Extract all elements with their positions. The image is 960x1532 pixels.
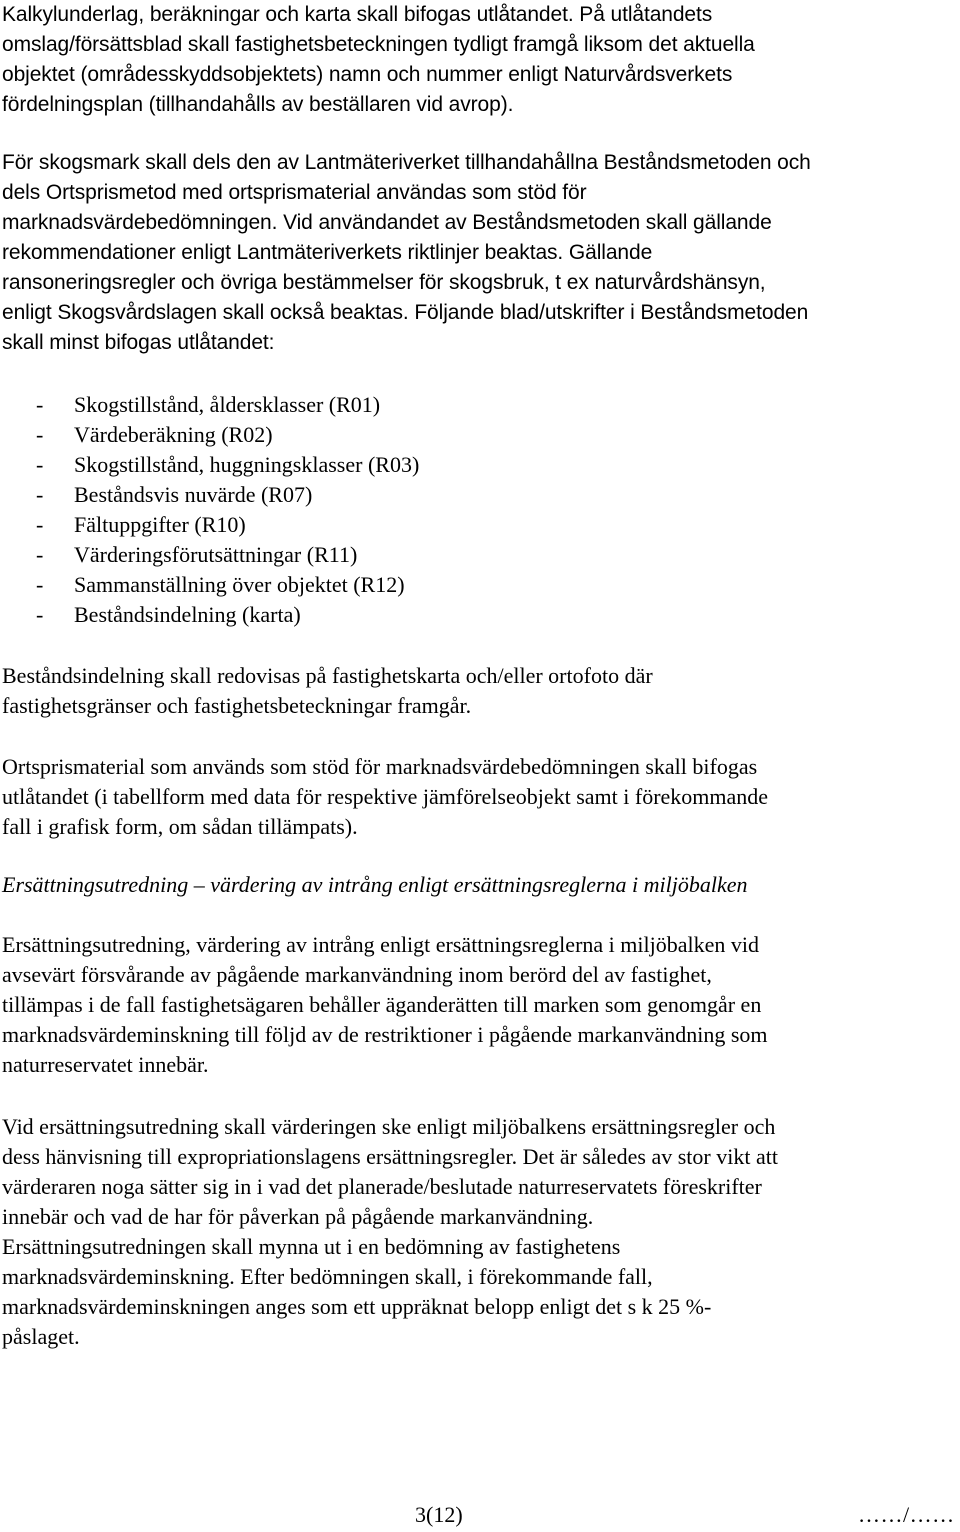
text-line: marknadsvärdeminskning. Efter bedömningen skall, i förekommande fall, xyxy=(2,1264,653,1289)
text-line: naturreservatet innebär. xyxy=(2,1052,209,1077)
list-item-text: Fältuppgifter (R10) xyxy=(74,512,246,537)
continuation-marker: ……/…… xyxy=(858,1502,955,1527)
bullet-dash: - xyxy=(36,482,44,507)
text-line: fastighetsgränser och fastighetsbeteckningar framgår. xyxy=(2,693,472,718)
list-item-text: Beståndsindelning (karta) xyxy=(74,602,301,627)
text-line: Beståndsindelning skall redovisas på fastighetskarta och/eller ortofoto där xyxy=(2,663,653,688)
text-line: dels Ortsprismetod med ortsprismaterial användas som stöd för xyxy=(2,181,587,204)
paragraph-attachments xyxy=(2,0,942,120)
list-item xyxy=(36,600,419,630)
text-line: skall minst bifogas utlåtandet: xyxy=(2,331,275,354)
text-line: ransoneringsregler och övriga bestämmelser för skogsbruk, t ex naturvårdshänsyn, xyxy=(2,271,766,294)
list-item xyxy=(36,420,419,450)
bullet-dash: - xyxy=(36,422,44,447)
text-line: marknadsvärdeminskningen anges som ett uppräknat belopp enligt det s k 25 %- xyxy=(2,1294,712,1319)
list-item-text: Värdeberäkning (R02) xyxy=(74,422,273,447)
bullet-dash: - xyxy=(36,602,44,627)
list-item xyxy=(36,450,419,480)
text-line: För skogsmark skall dels den av Lantmäteriverket tillhandahållna Beståndsmetoden och xyxy=(2,151,811,174)
list-item-text: Skogstillstånd, huggningsklasser (R03) xyxy=(74,452,420,477)
text-line: avsevärt försvårande av pågående markanvändning inom berörd del av fastighet, xyxy=(2,962,712,987)
bullet-dash: - xyxy=(36,452,44,477)
text-line: marknadsvärdebedömningen. Vid användandet av Beståndsmetoden skall gällande xyxy=(2,211,772,234)
text-line: omslag/försättsblad skall fastighetsbeteckningen tydligt framgå liksom det aktuella xyxy=(2,33,755,56)
list-item xyxy=(36,540,419,570)
list-item-text: Beståndsvis nuvärde (R07) xyxy=(74,482,313,507)
bullet-dash: - xyxy=(36,542,44,567)
text-line: värderaren noga sätter sig in i vad det planerade/beslutade naturreservatets föreskrifter xyxy=(2,1174,762,1199)
text-line: Ortsprismaterial som används som stöd för marknadsvärdebedömningen skall bifogas xyxy=(2,754,758,779)
heading-text: Ersättningsutredning – värdering av intrång enligt ersättningsreglerna i miljöbalken xyxy=(2,872,748,897)
text-line: fall i grafisk form, om sådan tillämpats). xyxy=(2,814,358,839)
text-line: påslaget. xyxy=(2,1324,80,1349)
paragraph-compensation-investigation xyxy=(2,930,942,1080)
list-item xyxy=(36,510,419,540)
text-line: objektet (områdesskyddsobjektets) namn och nummer enligt Naturvårdsverkets xyxy=(2,63,733,86)
text-line: rekommendationer enligt Lantmäteriverkets riktlinjer beaktas. Gällande xyxy=(2,241,653,264)
paragraph-forest-land xyxy=(2,148,942,358)
list-item xyxy=(36,390,419,420)
text-line: fördelningsplan (tillhandahålls av beställaren vid avrop). xyxy=(2,93,514,116)
attachment-list xyxy=(36,390,419,630)
text-line: utlåtandet (i tabellform med data för respektive jämförelseobjekt samt i förekommande xyxy=(2,784,769,809)
bullet-dash: - xyxy=(36,392,44,417)
text-line: enligt Skogsvårdslagen skall också beaktas. Följande blad/utskrifter i Beståndsmetoden xyxy=(2,301,809,324)
bullet-dash: - xyxy=(36,572,44,597)
section-heading xyxy=(2,870,942,900)
list-item xyxy=(36,570,419,600)
text-line: dess hänvisning till expropriationslagens ersättningsregler. Det är således av stor vikt att xyxy=(2,1144,778,1169)
list-item-text: Sammanställning över objektet (R12) xyxy=(74,572,405,597)
page-number: 3(12) xyxy=(415,1502,463,1527)
paragraph-local-price-material xyxy=(2,752,942,842)
text-line: tillämpas i de fall fastighetsägaren behåller äganderätten till marken som genomgår en xyxy=(2,992,762,1017)
text-line: innebär och vad de har för påverkan på pågående markanvändning. xyxy=(2,1204,594,1229)
text-line: Vid ersättningsutredning skall värderingen ske enligt miljöbalkens ersättningsregler och xyxy=(2,1114,776,1139)
list-item xyxy=(36,480,419,510)
paragraph-stand-division xyxy=(2,661,942,721)
text-line: marknadsvärdeminskning till följd av de restriktioner i pågående markanvändning som xyxy=(2,1022,768,1047)
text-line: Ersättningsutredning, värdering av intrång enligt ersättningsreglerna i miljöbalken vid xyxy=(2,932,759,957)
bullet-dash: - xyxy=(36,512,44,537)
text-line: Kalkylunderlag, beräkningar och karta skall bifogas utlåtandet. På utlåtandets xyxy=(2,3,713,26)
paragraph-valuation-rules xyxy=(2,1112,942,1352)
list-item-text: Värderingsförutsättningar (R11) xyxy=(74,542,358,567)
text-line: Ersättningsutredningen skall mynna ut i en bedömning av fastighetens xyxy=(2,1234,621,1259)
list-item-text: Skogstillstånd, åldersklasser (R01) xyxy=(74,392,381,417)
